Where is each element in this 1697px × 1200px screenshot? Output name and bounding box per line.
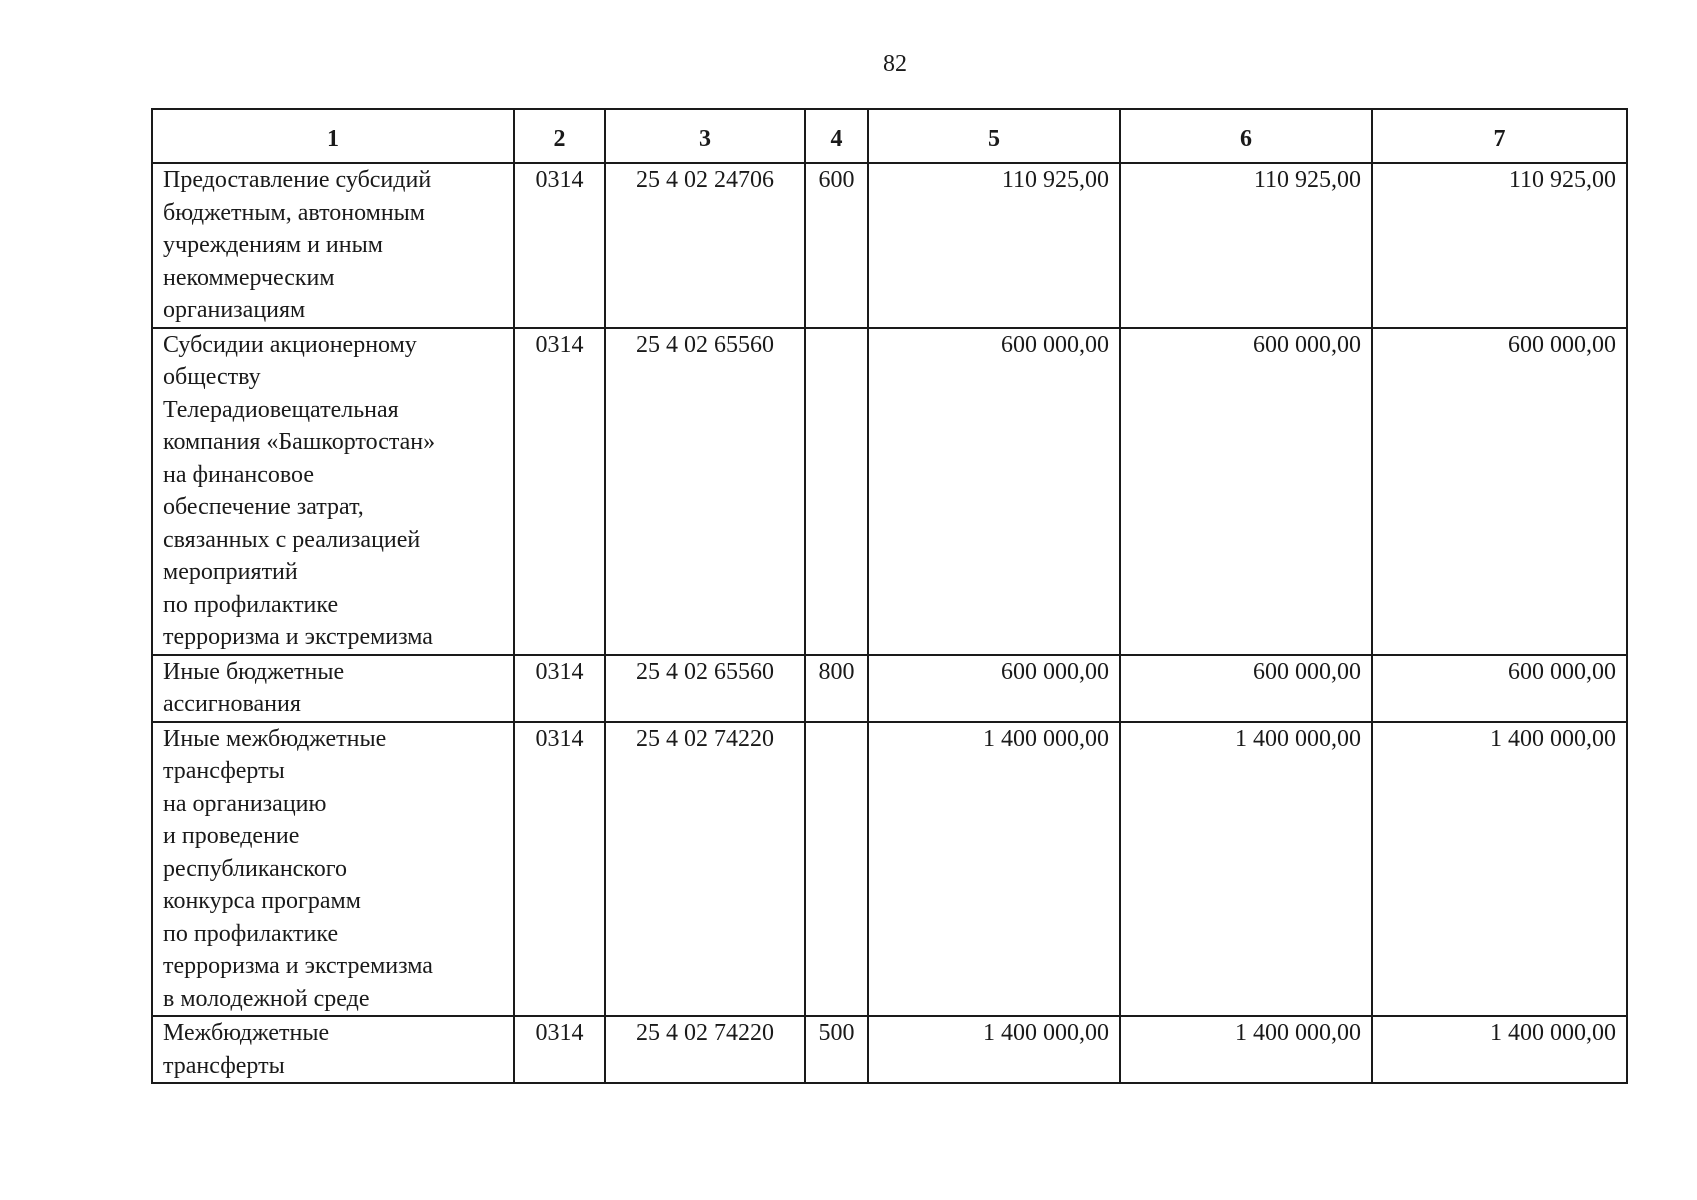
row-name-line: на финансовое: [163, 461, 314, 488]
row-name-line: Телерадиовещательная: [163, 396, 399, 423]
amount-col6-cell: 110 925,00: [1120, 163, 1372, 328]
amount-col6-cell: 600 000,00: [1120, 328, 1372, 655]
row-name-line: трансферты: [163, 1052, 285, 1079]
expense-type-cell: 800: [805, 655, 868, 722]
row-name-line: конкурса программ: [163, 888, 361, 914]
amount-col7-cell: 1 400 000,00: [1372, 722, 1627, 1017]
row-name-line: бюджетным, автономным: [163, 199, 425, 226]
row-name-line: республиканского: [163, 855, 347, 882]
row-name-line: учреждениям и иным: [163, 232, 383, 258]
row-name-cell: [152, 163, 514, 328]
row-name-line: обществу: [163, 364, 261, 390]
expense-type-cell: 500: [805, 1016, 868, 1083]
amount-col6-cell: 600 000,00: [1120, 655, 1372, 722]
row-name-line: организациям: [163, 297, 306, 323]
row-name-line: некоммерческим: [163, 264, 335, 291]
target-code-cell: 25 4 02 24706: [605, 163, 805, 328]
column-header: 4: [805, 109, 868, 163]
column-header: 5: [868, 109, 1120, 163]
row-name-line: по профилактике: [163, 591, 339, 618]
row-name-line: Межбюджетные: [163, 1020, 330, 1046]
section-code-cell: 0314: [514, 163, 605, 328]
row-name-cell: [152, 722, 514, 1017]
budget-table: [151, 108, 1628, 1084]
row-name-line: трансферты: [163, 758, 285, 784]
target-code-cell: 25 4 02 65560: [605, 328, 805, 655]
row-name-line: Иные бюджетные: [163, 658, 345, 685]
amount-col5-cell: 600 000,00: [868, 328, 1120, 655]
row-name-line: терроризма и экстремизма: [163, 953, 433, 979]
table-row: [152, 328, 1627, 655]
amount-col7-cell: 600 000,00: [1372, 655, 1627, 722]
row-name-line: терроризма и экстремизма: [163, 624, 433, 650]
amount-col7-cell: 1 400 000,00: [1372, 1016, 1627, 1083]
table-row: [152, 722, 1627, 1017]
column-header: 7: [1372, 109, 1627, 163]
amount-col5-cell: 1 400 000,00: [868, 1016, 1120, 1083]
target-code-cell: 25 4 02 74220: [605, 722, 805, 1017]
row-name-cell: [152, 655, 514, 722]
page-number: 82: [883, 51, 907, 77]
row-name-cell: [152, 328, 514, 655]
target-code-cell: 25 4 02 74220: [605, 1016, 805, 1083]
table-row: [152, 655, 1627, 722]
row-name-line: ассигнования: [163, 691, 301, 717]
amount-col7-cell: 600 000,00: [1372, 328, 1627, 655]
section-code-cell: 0314: [514, 655, 605, 722]
row-name-line: по профилактике: [163, 920, 339, 947]
table-row: [152, 163, 1627, 328]
amount-col6-cell: 1 400 000,00: [1120, 722, 1372, 1017]
table-body: [152, 163, 1627, 1083]
section-code-cell: 0314: [514, 722, 605, 1017]
column-header: 6: [1120, 109, 1372, 163]
column-header: 1: [152, 109, 514, 163]
row-name-line: мероприятий: [163, 559, 298, 585]
amount-col5-cell: 110 925,00: [868, 163, 1120, 328]
expense-type-cell: [805, 328, 868, 655]
row-name-line: обеспечение затрат,: [163, 494, 364, 520]
row-name-line: и проведение: [163, 823, 300, 849]
expense-type-cell: 600: [805, 163, 868, 328]
column-header: 3: [605, 109, 805, 163]
row-name-line: Субсидии акционерному: [163, 331, 417, 358]
row-name-line: на организацию: [163, 790, 327, 817]
table-header-row: [152, 109, 1627, 163]
table-row: [152, 1016, 1627, 1083]
amount-col5-cell: 1 400 000,00: [868, 722, 1120, 1017]
amount-col6-cell: 1 400 000,00: [1120, 1016, 1372, 1083]
column-header: 2: [514, 109, 605, 163]
row-name-line: Иные межбюджетные: [163, 725, 387, 752]
target-code-cell: 25 4 02 65560: [605, 655, 805, 722]
row-name-line: компания «Башкортостан»: [163, 429, 436, 455]
section-code-cell: 0314: [514, 1016, 605, 1083]
expense-type-cell: [805, 722, 868, 1017]
row-name-line: в молодежной среде: [163, 985, 370, 1012]
row-name-cell: [152, 1016, 514, 1083]
amount-col7-cell: 110 925,00: [1372, 163, 1627, 328]
amount-col5-cell: 600 000,00: [868, 655, 1120, 722]
row-name-line: связанных с реализацией: [163, 526, 421, 553]
row-name-line: Предоставление субсидий: [163, 167, 432, 193]
section-code-cell: 0314: [514, 328, 605, 655]
